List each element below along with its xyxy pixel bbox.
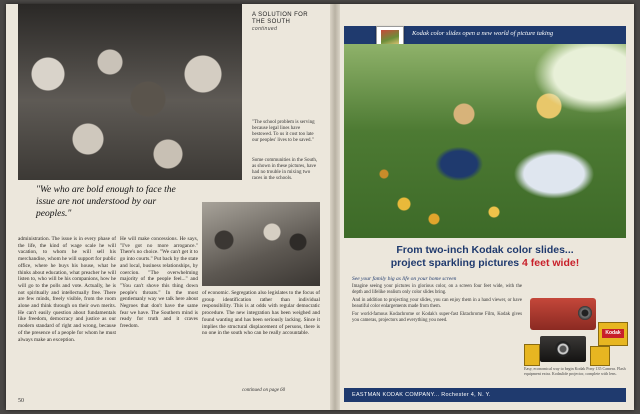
ad-headline: [344, 244, 626, 270]
magazine-spread: [6, 4, 634, 410]
ad-copy-paragraph-3: For world-famous Kodachrome or Kodak's super-fast Ektachrome Film, Kodak gives you cameras, projectors and everything you need.: [352, 312, 522, 323]
ad-copy-paragraph-2: And in addition to projecting your slides, you can enjoy them in a hand viewer, or have beautiful color enlargements made from them.: [352, 298, 522, 309]
headline-emphasis: 4 feet wide!: [522, 257, 580, 269]
ad-body-copy: [352, 276, 522, 326]
film-carton-icon: [590, 346, 610, 366]
kodak-ad-page: [340, 4, 634, 410]
continued-note: continued on page 60: [242, 388, 286, 393]
page-number: 50: [18, 398, 24, 404]
ad-footer: [344, 388, 626, 402]
slide-projector-icon: [530, 298, 596, 330]
body-column-3: of economic. Segregation also legislates to the focus of group identification rather than individual responsibility. This is at odds with regular democratic procedure. The new integration has been weighed and found wanting and has been seriously lacking. Since it implies the structural displacement of persons, there is no one in the south who can be really accountable.: [202, 290, 320, 337]
photo-caption-1: "The school problem is serving because legal lines have bestowed. To us it cost too late our peoples' lives to be saved.": [252, 120, 315, 143]
ad-small-print: Easy, economical way to begin Kodak Pony 135 Camera. Flash equipment extra. Kodaslide projector, complete with lens.: [524, 366, 626, 376]
film-carton-small-icon: [524, 344, 540, 366]
section-title: A SOLUTION FOR THE SOUTH: [252, 12, 308, 25]
section-continued: continued: [252, 26, 278, 32]
mother-child-photo: [344, 44, 626, 238]
headline-line-2: [344, 257, 626, 270]
ad-copy-paragraph-1: Imagine seeing your pictures in glorious color, on a screen four feet wide, with the depth and lifelike realism only color slides bring.: [352, 284, 522, 295]
pull-quote: "We who are bold enough to face the issue are not understood by our peoples.": [36, 185, 176, 219]
page-gutter: [330, 4, 340, 410]
headline-line-1: From two-inch Kodak color slides...: [396, 244, 574, 256]
headline-line-2-text: project sparkling pictures: [390, 257, 523, 269]
ad-top-bar: [344, 26, 626, 44]
schoolchildren-photo: [18, 4, 242, 180]
kodak-film-box: [598, 322, 628, 346]
photo-caption-2: Some communities in the South, as shown in these pictures, have had no trouble in mixing two races in the schools.: [252, 158, 318, 181]
ad-copy-lead: See your family big as life on your home screen: [352, 276, 457, 282]
ad-tagline: Kodak color slides open a new world of picture taking: [412, 30, 554, 37]
section-label: [252, 12, 322, 33]
kodak-box-label: Kodak: [602, 329, 624, 338]
company-signature: EASTMAN KODAK COMPANY... Rochester 4, N. Y.: [352, 392, 491, 398]
camera-icon: [540, 336, 586, 362]
body-column-2: He will make concessions. He says, "I've got no more arrogance." There's no choice. "We can't get it to go into courts." Put back by the state and local, business relationships, by coercion. "The overwhelming majority of the people feel..." and "You can't shove this thing down people's throats." In the most gentlemanly way we talk here about Negroes that don't have the same fear we have. The Southern mind is ready for truth and it craves freedom.: [120, 236, 198, 330]
left-page: [6, 4, 330, 410]
body-column-1: administration. The issue is in every phase of the life, the kind of wage scale he will vacation, to whom he will sell his merchandise, whom he will support for public office, where he buys his house, what he thinks about education, what preacher he will listen to, who will be his companions, how he will go to the polls and vote. Actually, he is not spiritually and intellectually free. There are few minds, freely visible, from the room alone and think through on their own merits. He can't easily question about fundamentals like freedom, democracy and justice as our modern standard of right and wrong, because of the presence of a people for whom he must always make an exception.: [18, 236, 116, 343]
group-discussion-photo: [202, 202, 320, 286]
